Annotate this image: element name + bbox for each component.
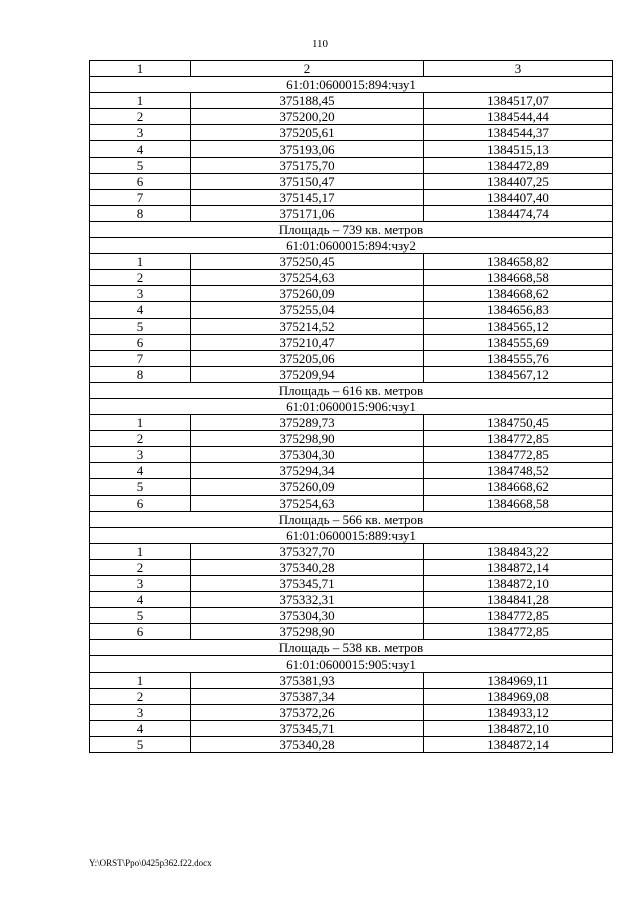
coordinate-y-cell: 1384555,76 xyxy=(424,350,613,366)
coordinate-x-cell: 375254,63 xyxy=(191,495,424,511)
coordinate-x-cell: 375294,34 xyxy=(191,463,424,479)
point-number-cell: 3 xyxy=(90,286,191,302)
coordinate-x-cell: 375298,90 xyxy=(191,624,424,640)
table-row xyxy=(90,318,613,334)
area-label: Площадь – 566 кв. метров xyxy=(90,511,613,527)
point-number-cell: 2 xyxy=(90,270,191,286)
coordinates-table xyxy=(89,60,613,753)
point-number-cell: 5 xyxy=(90,318,191,334)
point-number-cell: 4 xyxy=(90,463,191,479)
point-number-cell: 6 xyxy=(90,495,191,511)
point-number-cell: 2 xyxy=(90,431,191,447)
coordinate-x-cell: 375209,94 xyxy=(191,366,424,382)
cadastral-number: 61:01:0600015:905:чзу1 xyxy=(90,656,613,672)
header-cell-2: 2 xyxy=(191,61,424,77)
section-title-row xyxy=(90,656,613,672)
coordinate-y-cell: 1384544,44 xyxy=(424,109,613,125)
point-number-cell: 7 xyxy=(90,189,191,205)
coordinate-y-cell: 1384472,89 xyxy=(424,157,613,173)
point-number-cell: 4 xyxy=(90,302,191,318)
point-number-cell: 1 xyxy=(90,415,191,431)
point-number-cell: 7 xyxy=(90,350,191,366)
table-row xyxy=(90,366,613,382)
coordinate-y-cell: 1384872,14 xyxy=(424,736,613,752)
table-row xyxy=(90,495,613,511)
coordinate-y-cell: 1384843,22 xyxy=(424,543,613,559)
section-title-row xyxy=(90,77,613,93)
table-row xyxy=(90,463,613,479)
coordinate-y-cell: 1384544,37 xyxy=(424,125,613,141)
coordinate-y-cell: 1384772,85 xyxy=(424,624,613,640)
table-row xyxy=(90,302,613,318)
coordinate-x-cell: 375150,47 xyxy=(191,173,424,189)
coordinate-x-cell: 375345,71 xyxy=(191,576,424,592)
point-number-cell: 5 xyxy=(90,157,191,173)
coordinate-x-cell: 375188,45 xyxy=(191,93,424,109)
point-number-cell: 8 xyxy=(90,205,191,221)
coordinate-y-cell: 1384872,14 xyxy=(424,559,613,575)
table-row xyxy=(90,576,613,592)
coordinate-x-cell: 375260,09 xyxy=(191,286,424,302)
coordinate-x-cell: 375304,30 xyxy=(191,608,424,624)
section-title-row xyxy=(90,238,613,254)
area-label: Площадь – 739 кв. метров xyxy=(90,221,613,237)
table-row xyxy=(90,479,613,495)
coordinate-x-cell: 375200,20 xyxy=(191,109,424,125)
coordinate-x-cell: 375260,09 xyxy=(191,479,424,495)
point-number-cell: 6 xyxy=(90,173,191,189)
coordinate-x-cell: 375372,26 xyxy=(191,704,424,720)
coordinate-y-cell: 1384517,07 xyxy=(424,93,613,109)
point-number-cell: 1 xyxy=(90,543,191,559)
table-row xyxy=(90,592,613,608)
coordinate-x-cell: 375205,61 xyxy=(191,125,424,141)
point-number-cell: 1 xyxy=(90,254,191,270)
coordinate-x-cell: 375250,45 xyxy=(191,254,424,270)
table-row xyxy=(90,157,613,173)
coordinate-y-cell: 1384407,25 xyxy=(424,173,613,189)
area-row xyxy=(90,640,613,656)
coordinate-x-cell: 375254,63 xyxy=(191,270,424,286)
cadastral-number: 61:01:0600015:894:чзу2 xyxy=(90,238,613,254)
coordinate-y-cell: 1384969,08 xyxy=(424,688,613,704)
coordinate-x-cell: 375340,28 xyxy=(191,559,424,575)
table-row xyxy=(90,720,613,736)
coordinate-y-cell: 1384872,10 xyxy=(424,576,613,592)
coordinate-y-cell: 1384668,62 xyxy=(424,479,613,495)
coordinate-y-cell: 1384567,12 xyxy=(424,366,613,382)
coordinate-y-cell: 1384748,52 xyxy=(424,463,613,479)
table-row xyxy=(90,624,613,640)
coordinate-x-cell: 375345,71 xyxy=(191,720,424,736)
cadastral-number: 61:01:0600015:906:чзу1 xyxy=(90,398,613,414)
table-row xyxy=(90,254,613,270)
table-row xyxy=(90,431,613,447)
coordinate-x-cell: 375255,04 xyxy=(191,302,424,318)
coordinate-y-cell: 1384555,69 xyxy=(424,334,613,350)
table-row xyxy=(90,672,613,688)
section-title-row xyxy=(90,398,613,414)
coordinate-y-cell: 1384658,82 xyxy=(424,254,613,270)
coordinate-x-cell: 375289,73 xyxy=(191,415,424,431)
coordinate-y-cell: 1384565,12 xyxy=(424,318,613,334)
coordinate-y-cell: 1384656,83 xyxy=(424,302,613,318)
area-label: Площадь – 616 кв. метров xyxy=(90,382,613,398)
area-label: Площадь – 538 кв. метров xyxy=(90,640,613,656)
coordinate-y-cell: 1384407,40 xyxy=(424,189,613,205)
table-row xyxy=(90,608,613,624)
table-row xyxy=(90,704,613,720)
point-number-cell: 4 xyxy=(90,592,191,608)
point-number-cell: 5 xyxy=(90,736,191,752)
table-row xyxy=(90,270,613,286)
coordinate-y-cell: 1384474,74 xyxy=(424,205,613,221)
section-title-row xyxy=(90,527,613,543)
coordinate-y-cell: 1384668,62 xyxy=(424,286,613,302)
point-number-cell: 2 xyxy=(90,109,191,125)
point-number-cell: 1 xyxy=(90,672,191,688)
coordinate-y-cell: 1384668,58 xyxy=(424,495,613,511)
table-row xyxy=(90,109,613,125)
coordinate-y-cell: 1384872,10 xyxy=(424,720,613,736)
coordinate-x-cell: 375210,47 xyxy=(191,334,424,350)
header-row xyxy=(90,61,613,77)
cadastral-number: 61:01:0600015:889:чзу1 xyxy=(90,527,613,543)
point-number-cell: 4 xyxy=(90,141,191,157)
table-row xyxy=(90,173,613,189)
coordinate-x-cell: 375205,06 xyxy=(191,350,424,366)
header-cell-3: 3 xyxy=(424,61,613,77)
point-number-cell: 1 xyxy=(90,93,191,109)
point-number-cell: 5 xyxy=(90,479,191,495)
page-number: 110 xyxy=(311,38,329,50)
coordinate-x-cell: 375214,52 xyxy=(191,318,424,334)
area-row xyxy=(90,511,613,527)
point-number-cell: 5 xyxy=(90,608,191,624)
point-number-cell: 2 xyxy=(90,559,191,575)
point-number-cell: 4 xyxy=(90,720,191,736)
coordinate-x-cell: 375327,70 xyxy=(191,543,424,559)
coordinate-x-cell: 375387,34 xyxy=(191,688,424,704)
coordinate-x-cell: 375381,93 xyxy=(191,672,424,688)
point-number-cell: 3 xyxy=(90,704,191,720)
table-row xyxy=(90,125,613,141)
coordinate-x-cell: 375171,06 xyxy=(191,205,424,221)
coordinate-x-cell: 375145,17 xyxy=(191,189,424,205)
table-row xyxy=(90,543,613,559)
table-row xyxy=(90,205,613,221)
coordinate-y-cell: 1384969,11 xyxy=(424,672,613,688)
coordinate-y-cell: 1384772,85 xyxy=(424,447,613,463)
table-row xyxy=(90,286,613,302)
table-row xyxy=(90,736,613,752)
coordinate-y-cell: 1384515,13 xyxy=(424,141,613,157)
table-row xyxy=(90,334,613,350)
cadastral-number: 61:01:0600015:894:чзу1 xyxy=(90,77,613,93)
table-row xyxy=(90,350,613,366)
coordinate-x-cell: 375332,31 xyxy=(191,592,424,608)
coordinate-y-cell: 1384772,85 xyxy=(424,431,613,447)
coordinate-x-cell: 375304,30 xyxy=(191,447,424,463)
coordinate-y-cell: 1384750,45 xyxy=(424,415,613,431)
header-cell-1: 1 xyxy=(90,61,191,77)
coordinate-y-cell: 1384841,28 xyxy=(424,592,613,608)
point-number-cell: 8 xyxy=(90,366,191,382)
point-number-cell: 3 xyxy=(90,125,191,141)
coordinates-table-body xyxy=(90,61,613,753)
table-row xyxy=(90,93,613,109)
coordinate-x-cell: 375193,06 xyxy=(191,141,424,157)
point-number-cell: 6 xyxy=(90,624,191,640)
table-row xyxy=(90,189,613,205)
point-number-cell: 2 xyxy=(90,688,191,704)
area-row xyxy=(90,382,613,398)
table-row xyxy=(90,688,613,704)
point-number-cell: 6 xyxy=(90,334,191,350)
coordinate-y-cell: 1384668,58 xyxy=(424,270,613,286)
point-number-cell: 3 xyxy=(90,447,191,463)
table-row xyxy=(90,415,613,431)
table-row xyxy=(90,559,613,575)
point-number-cell: 3 xyxy=(90,576,191,592)
area-row xyxy=(90,221,613,237)
coordinate-y-cell: 1384933,12 xyxy=(424,704,613,720)
coordinate-x-cell: 375340,28 xyxy=(191,736,424,752)
table-row xyxy=(90,447,613,463)
table-row xyxy=(90,141,613,157)
coordinate-x-cell: 375175,70 xyxy=(191,157,424,173)
footer-file-path: Y:\ORST\Ppo\0425p362.f22.docx xyxy=(89,858,212,868)
coordinate-y-cell: 1384772,85 xyxy=(424,608,613,624)
coordinate-x-cell: 375298,90 xyxy=(191,431,424,447)
